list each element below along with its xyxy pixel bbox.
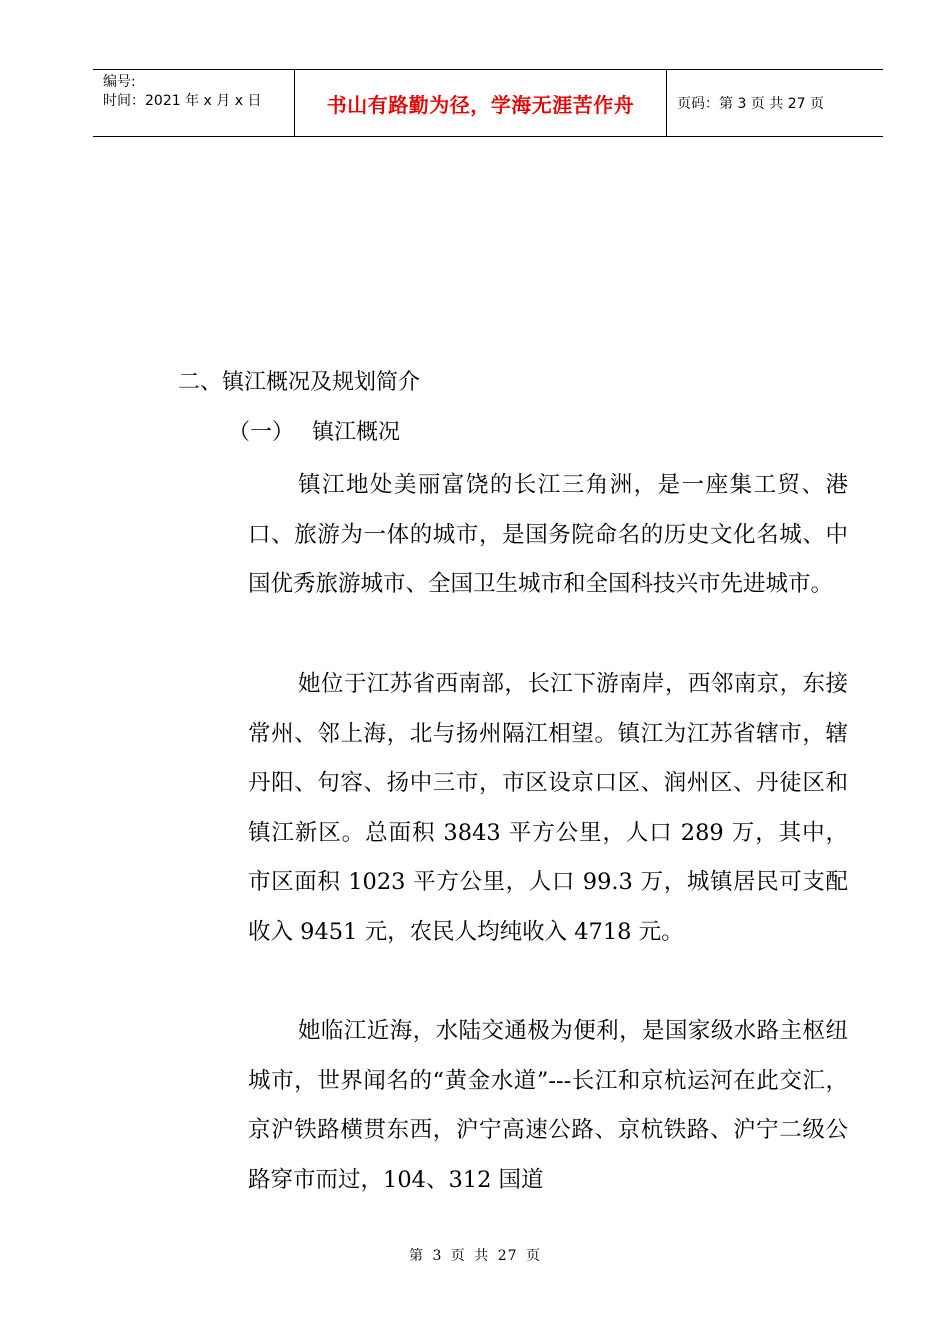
header-page-number: 页码：第 3 页 共 27 页 — [677, 96, 824, 112]
header-meta — [93, 70, 295, 136]
page-footer: 第 3 页 共 27 页 — [409, 1248, 541, 1264]
paragraph-transport: 她临江近海，水陆交通极为便利，是国家级水路主枢纽城市，世界闻名的“黄金水道”---长江和京杭运河在此交汇，京沪铁路横贯东西，沪宁高速公路、京杭铁路、沪宁二级公路穿市而过，104、312 国道 — [248, 1018, 848, 1193]
section-title: 二、镇江概况及规划简介 — [178, 370, 421, 395]
paragraph-location: 她位于江苏省西南部，长江下游南岸，西邻南京，东接常州、邻上海，北与扬州隔江相望。镇江为江苏省辖市，辖丹阳、句容、扬中三市，市区设京口区、润州区、丹徒区和镇江新区。总面积 3843 平方公里，人口 289 万，其中，市区面积 1023 平方公里，人口 99.3 万，城镇居民可支配收入 9451 元，农民人均纯收入 4718 元。 — [248, 671, 848, 945]
document-time: 时间：2021 年 x 月 x 日 — [103, 93, 262, 109]
subsection-heading — [228, 416, 400, 450]
subsection-title: 镇江概况 — [312, 420, 401, 445]
subsection-number: （一） — [228, 420, 295, 445]
header-motto: 书山有路勤为径，学海无涯苦作舟 — [295, 70, 667, 136]
page-header — [93, 69, 883, 137]
document-code-label: 编号: — [103, 74, 136, 90]
paragraph-overview: 镇江地处美丽富饶的长江三角洲，是一座集工贸、港口、旅游为一体的城市，是国务院命名的历史文化名城、中国优秀旅游城市、全国卫生城市和全国科技兴市先进城市。 — [248, 472, 848, 597]
